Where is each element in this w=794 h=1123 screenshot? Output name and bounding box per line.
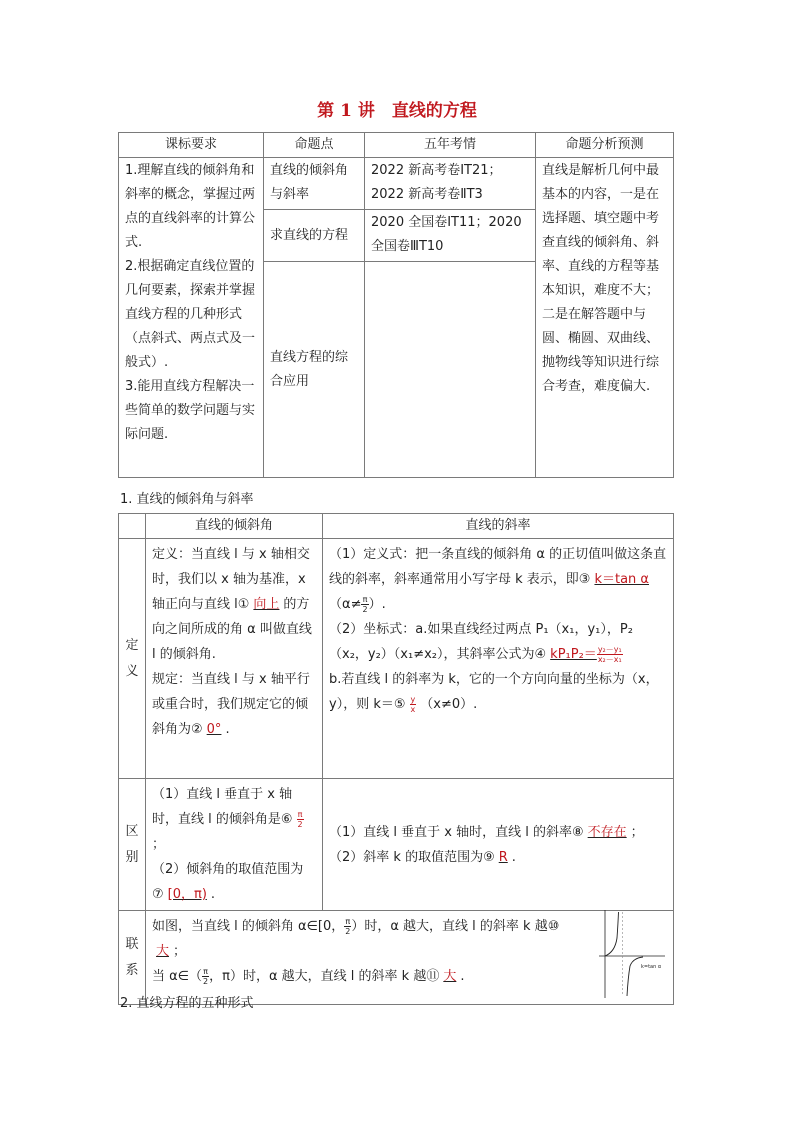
requirements-cell <box>119 158 264 478</box>
requirement-1: 1.理解直线的倾斜角和斜率的概念，掌握过两点的直线斜率的计算公式. <box>125 163 256 250</box>
row-label-relation: 联系 <box>119 911 146 1005</box>
answer-blank-5 <box>406 697 421 712</box>
slope-difference-cell: （1）直线 l 垂直于 x 轴时，直线 l 的斜率⑧ 不存在 ； （2）斜率 k 的取值范围为⑨ R . <box>323 779 674 911</box>
slope-table <box>118 513 674 1005</box>
requirement-2: 2.根据确定直线位置的几何要素，探索并掌握直线方程的几种形式（点斜式、两点式及一般式）. <box>125 259 256 370</box>
answer-blank-8: 不存在 <box>587 824 627 840</box>
point-2: 求直线的方程 <box>264 210 365 262</box>
answer-blank-10: 大 <box>156 944 170 959</box>
curriculum-table <box>118 132 674 478</box>
answer-blank-1: 向上 <box>253 597 280 612</box>
slope-formula-fraction: $\frac{\text{y₂－y₁}}{\text{x₂－x₁}}$ <box>597 645 622 664</box>
tangent-graph-icon <box>585 908 667 1000</box>
point-3: 直线方程的综合应用 <box>264 262 365 478</box>
page-title: 第 1 讲 直线的方程 <box>317 101 477 121</box>
section-heading-2: 2. 直线方程的五种形式 <box>120 996 254 1011</box>
requirement-3: 3.能用直线方程解决一些简单的数学问题与实际问题. <box>125 379 256 442</box>
answer-blank-3: k＝tan α <box>594 572 649 587</box>
section-heading-1: 1. 直线的倾斜角与斜率 <box>120 492 254 507</box>
header-analysis: 命题分析预测 <box>536 133 674 158</box>
answer-blank-4: kP₁P₂＝ $\frac{\text{y₂－y₁}}{\text{x₂－x₁}}$ <box>550 645 622 664</box>
row-label-definition: 定义 <box>119 539 146 779</box>
slope-definition-cell: （1）定义式：把一条直线的倾斜角 α 的正切值叫做这条直线的斜率，斜率通常用小写字母 k 表示，即③ k＝tan α（α≠ $\frac{\pi}{2}$ ）. （2）坐标式：a.如果直线经过两点 P₁（x₁，y₁），P₂（x₂，y₂）（x₁≠x₂），其斜率公式为④ kP₁P₂＝ $\frac{\text{y₂－y₁}}{\text{x₂－x₁}}$ b.若直线 l 的斜率为 k，它的一个方向向量的坐标为（x，y），则 k＝⑤ $\frac{y}{x}$ （x≠0）. <box>323 539 674 779</box>
angle-difference-cell: （1）直线 l 垂直于 x 轴时，直线 l 的倾斜角是⑥ $\frac{\pi}{2}$ ； （2）倾斜角的取值范围为⑦ [0，π) . <box>146 779 323 911</box>
answer-blank-2: 0° <box>206 722 222 737</box>
header-angle: 直线的倾斜角 <box>146 514 323 539</box>
y-over-x-fraction: $\frac{y}{x}$ <box>410 695 416 714</box>
exam-3 <box>365 262 536 478</box>
svg-text:k=tan α: k=tan α <box>641 964 662 970</box>
row-label-difference: 区别 <box>119 779 146 911</box>
angle-definition-cell: 定义：当直线 l 与 x 轴相交时，我们以 x 轴为基准，x 轴正向与直线 l① 向上 的方向之间所成的角 α 叫做直线 l 的倾斜角. 规定：当直线 l 与 x 轴平行或重合时，我们规定它的倾斜角为② 0° . <box>146 539 323 779</box>
relation-cell: k=tan α 如图，当直线 l 的倾斜角 α∈[0， $\frac{\pi}{2}$ ）时，α 越大，直线 l 的斜率 k 越⑩ 大 ； 当 α∈（ $\frac{\pi}{2}$ ，π）时，α 越大，直线 l 的斜率 k 越⑪ 大 . <box>146 911 674 1005</box>
exam-1: 2022 新高考卷ⅠT21；2022 新高考卷ⅡT3 <box>365 158 536 210</box>
header-requirements: 课标要求 <box>119 133 264 158</box>
answer-blank-11: 大 <box>443 969 457 984</box>
fraction-pi-over-2: $\frac{\pi}{2}$ <box>362 595 368 614</box>
header-slope: 直线的斜率 <box>323 514 674 539</box>
answer-blank-9: R <box>498 849 508 865</box>
header-points: 命题点 <box>264 133 365 158</box>
analysis-cell: 直线是解析几何中最基本的内容，一是在选择题、填空题中考查直线的倾斜角、斜率、直线的方程等基本知识，难度不大；二是在解答题中与圆、椭圆、双曲线、抛物线等知识进行综合考查，难度偏大. <box>536 158 674 478</box>
point-1: 直线的倾斜角与斜率 <box>264 158 365 210</box>
answer-blank-7: [0，π) <box>167 887 207 902</box>
header-exams: 五年考情 <box>365 133 536 158</box>
exam-2: 2020 全国卷ⅠT11；2020 全国卷ⅢT10 <box>365 210 536 262</box>
answer-blank-6: $\frac{\pi}{2}$ <box>297 810 303 829</box>
